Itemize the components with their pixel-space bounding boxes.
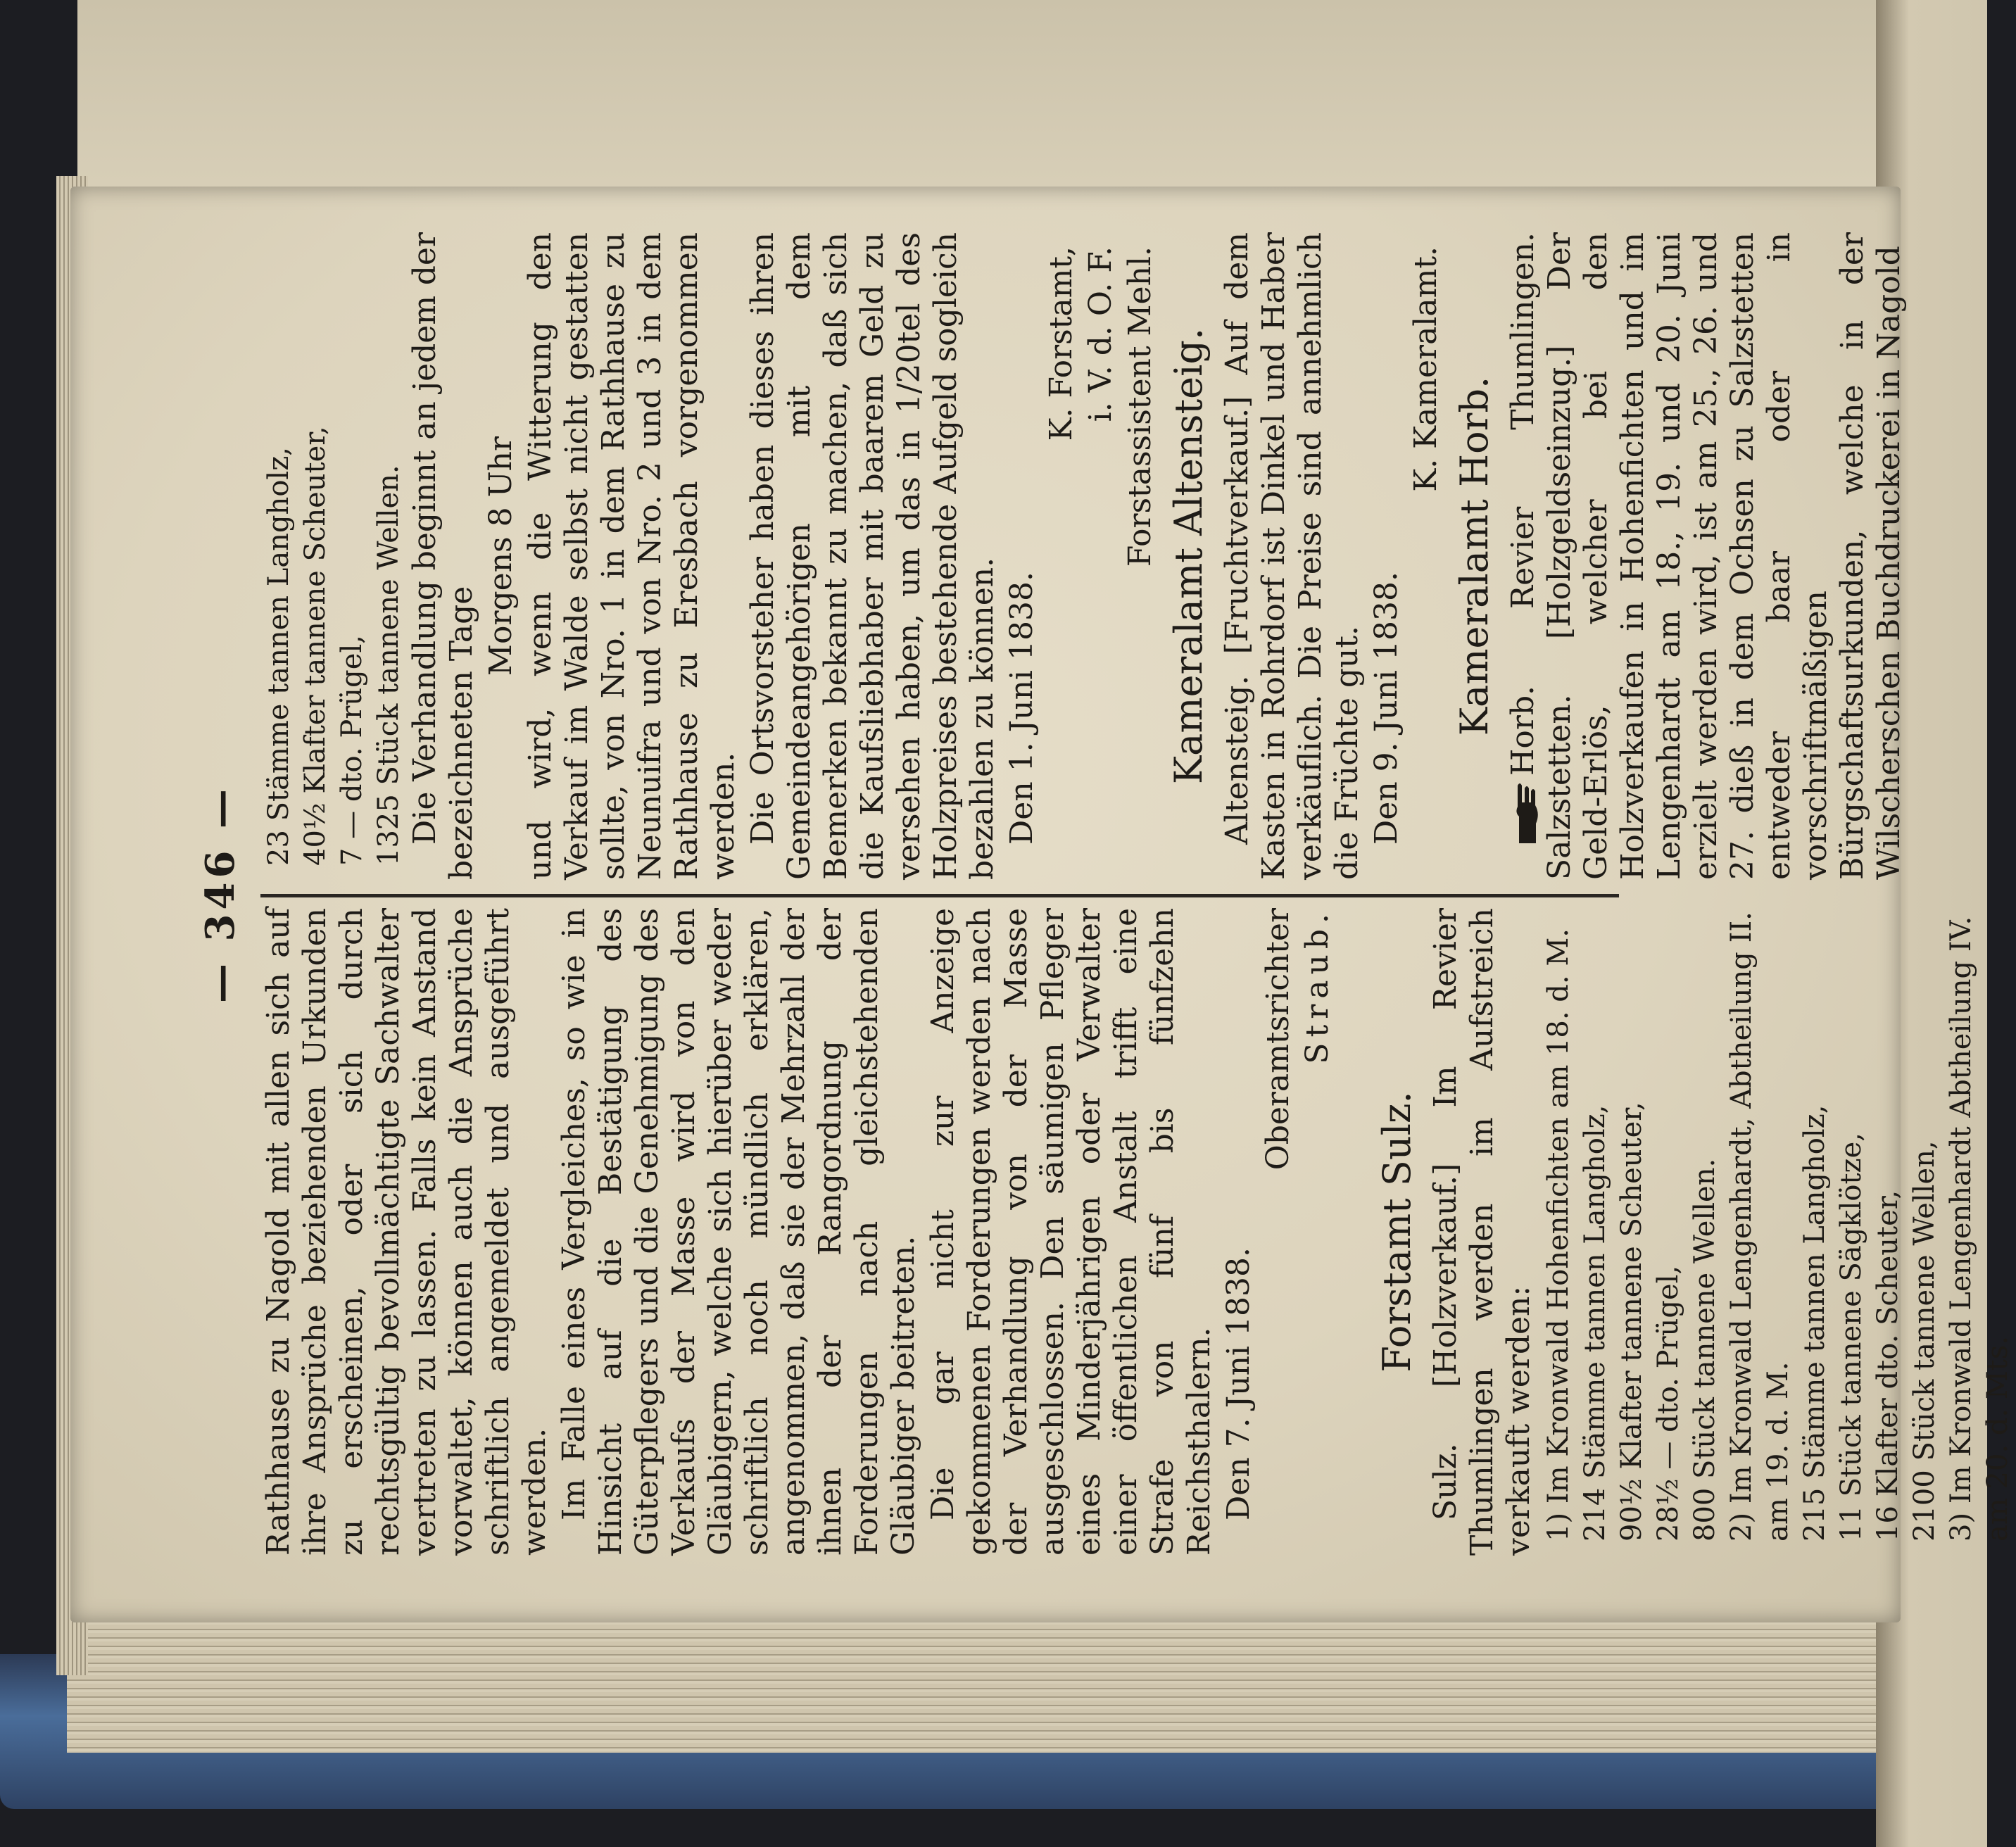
list-item: 90½ Klafter tannene Scheuter, xyxy=(1615,1102,1648,1542)
list-item: 2100 Stück tannene Wellen, xyxy=(1908,1140,1941,1542)
paragraph: Sulz. [Holzverkauf.] Im Revier Thumlingen werden im Aufstreich verkauft werden: xyxy=(1428,908,1537,1556)
signature-name: Straub. xyxy=(1299,908,1335,1064)
signature-line: Forstassistent Mehl. xyxy=(1122,246,1158,567)
list-item: 2) Im Kronwald Lengenhardt, Abtheilung II. am 19. d. M. xyxy=(1725,912,1794,1542)
time-line: Morgens 8 Uhr xyxy=(483,436,519,676)
signature-line: K. Kameralamt. xyxy=(1408,246,1444,492)
list-item: 40½ Klafter tannene Scheuter, xyxy=(299,426,332,866)
paragraph: und wird, wenn die Witterung den Verkauf im Walde selbst nicht gestatten sollte, von Nro. 1 in dem Rathhause zu Neunuifra und von Nro. 2 und 3 in dem Rathhause zu Eresbach vorgenommen werden. xyxy=(522,232,741,880)
list-item: 215 Stämme tannen Langholz, xyxy=(1798,1104,1831,1542)
item-list xyxy=(260,232,407,880)
paragraph xyxy=(1505,232,1908,880)
paragraph: Die gar nicht zur Anzeige gekommenen Forderungen werden nach der Verhandlung von der Masse ausgeschlossen. Den säumigen Pfleger eines Minderjährigen oder Verwalter einer öffentlichen Anstalt trifft eine Strafe von fünf bis fünfzehn Reichsthalern. xyxy=(925,908,1217,1556)
paragraph: Im Falle eines Vergleiches, so wie in Hinsicht auf die Bestätigung des Güterpflegers und die Genehmigung des Verkaufs der Masse wird von den Gläubigern, welche sich hierüber weder schriftlich noch mündlich erklären, angenommen, daß sie der Mehrzahl der ihnen der Rangordnung der Forderungen nach gleichstehenden Gläubiger beitreten. xyxy=(556,908,921,1556)
list-item: 16 Klafter dto. Scheuter, xyxy=(1872,1190,1904,1542)
right-column xyxy=(260,232,1910,880)
page-text-rotated xyxy=(197,232,2014,1556)
section-heading: Forstamt Sulz. xyxy=(1375,1091,1419,1373)
page-number: — 346 — xyxy=(197,785,244,1003)
section-heading: Kameralamt Horb. xyxy=(1452,376,1497,736)
paragraph-text: Horb. Revier Thumlingen. Salzstetten. [Holzgeldseinzug.] Der Geld-Erlös, welcher bei den Holzverkaufen in Hohenfichten und im Lengenhardt am 18., 19. und 20. Juni erzielt werden wird, ist am 25., 26. und 27. dieß in dem Ochsen zu Salzstetten entweder baar oder in vorschriftmäßigen Bürgschaftsurkunden, welche in der Wilscherschen Buchdruckerei in Nagold xyxy=(1505,232,1907,880)
list-item: 800 Stück tannene Wellen. xyxy=(1689,1158,1721,1542)
list-item: 1) Im Kronwald Hohenfichten am 18. d. M. xyxy=(1542,928,1575,1542)
list-item: 7 — dto. Prügel, xyxy=(336,635,368,866)
pointing-hand-icon xyxy=(1509,781,1542,845)
list-item: 28½ — dto. Prügel, xyxy=(1652,1265,1684,1542)
signature-line: i. V. d. O. F. xyxy=(1083,246,1119,422)
paragraph: Altensteig. [Fruchtverkauf.] Auf dem Kasten in Rohrdorf ist Dinkel und Haber verkäuflich. Die Preise sind annehmlich die Früchte gut. xyxy=(1219,232,1365,880)
section-heading: Kameralamt Altensteig. xyxy=(1166,327,1211,785)
paragraph: Die Ortsvorsteher haben dieses ihren Gemeindeangehörigen mit dem Bemerken bekannt zu machen, daß sich die Kaufsliebhaber mit baarem Geld zu versehen haben, um das in 1/20tel des Holzpreises bestehende Aufgeld sogleich bezahlen zu können. xyxy=(745,232,1000,880)
date-line: Den 9. Juni 1838. xyxy=(1368,572,1404,845)
list-item: 214 Stämme tannen Langholz, xyxy=(1579,1104,1611,1542)
signature-title: Oberamtsrichter xyxy=(1260,908,1296,1171)
list-item: 23 Stämme tannen Langholz, xyxy=(263,447,295,866)
paragraph: Die Verhandlung beginnt an jedem der bezeichneten Tage xyxy=(407,232,479,880)
date-line: Den 7. Juni 1838. xyxy=(1221,1247,1256,1520)
column-divider xyxy=(260,894,1619,897)
date-line: Den 1. Juni 1838. xyxy=(1004,572,1040,845)
item-list xyxy=(1540,908,2016,1556)
left-column xyxy=(260,908,2016,1556)
paragraph: Rathhause zu Nagold mit allen sich auf ihre Ansprüche beziehenden Urkunden zu erscheinen, oder sich durch rechtsgültig bevollmächtigte Sachwalter vertreten zu lassen. Falls kein Anstand vorwaltet, können auch die Ansprüche schriftlich angemeldet und ausgeführt werden. xyxy=(260,908,553,1556)
next-page-edge xyxy=(77,0,1987,197)
list-item: 11 Stück tannene Sägklötze, xyxy=(1835,1133,1867,1542)
signature-line: K. Forstamt, xyxy=(1043,246,1079,441)
list-item: 1325 Stück tannene Wellen. xyxy=(372,465,405,866)
list-item: 3) Im Kronwald Lengenhardt Abtheilung IV. am 20. d. Mts. xyxy=(1945,916,2014,1542)
